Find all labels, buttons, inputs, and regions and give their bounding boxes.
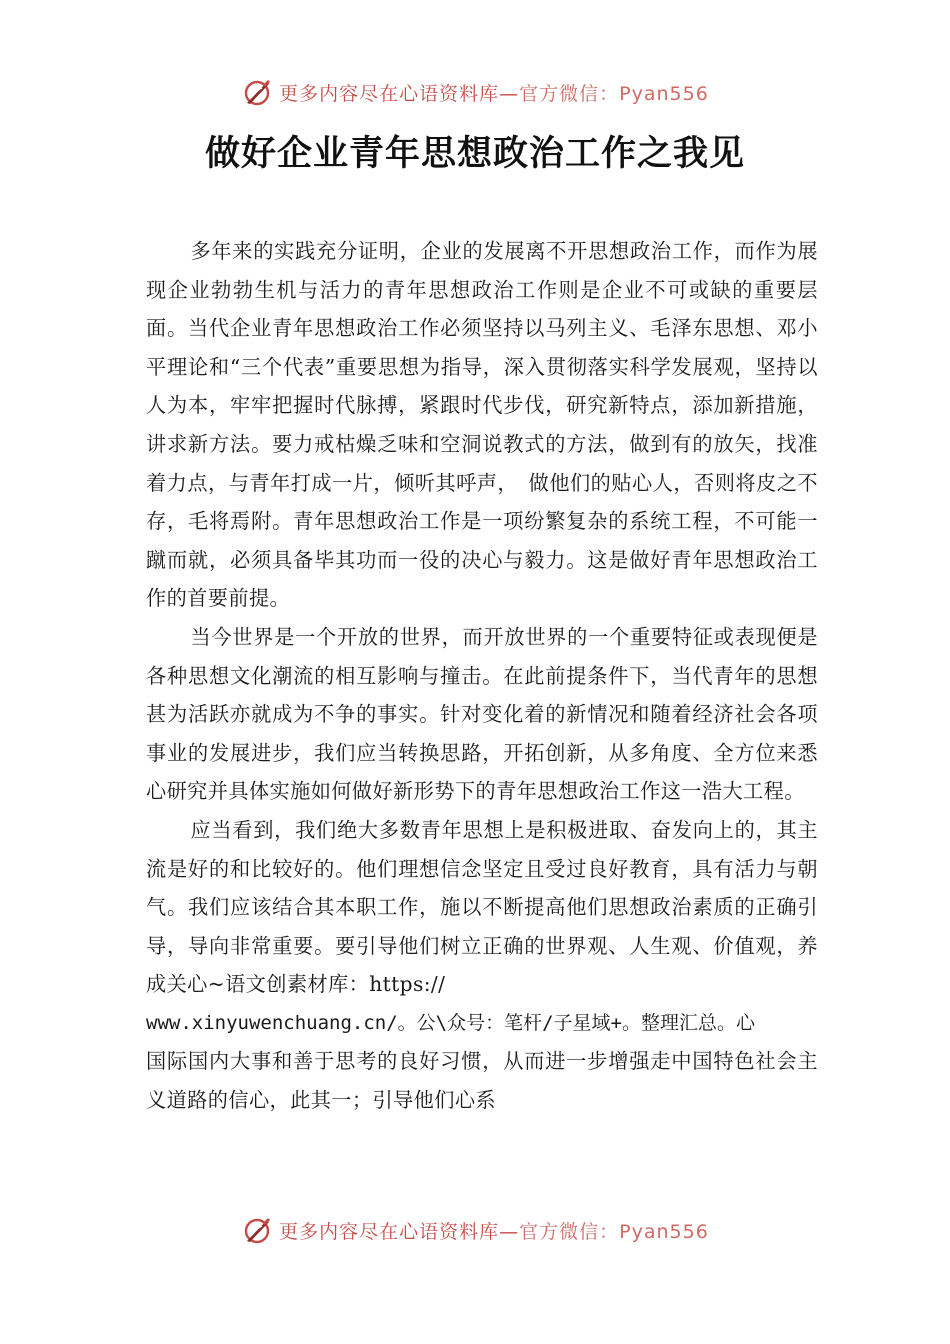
footer-brand-wechat: 官方微信：Pyan556 xyxy=(519,1220,709,1243)
header-brand-separator: — xyxy=(499,82,520,105)
paragraph-3: 应当看到，我们绝大多数青年思想上是积极进取、奋发向上的，其主流是好的和比较好的。他们理想信念坚定且受过良好教育，具有活力与朝气。我们应该结合其本职工作，施以不断提高他们思想政治素质的正确引导，导向非常重要。要引导他们树立正确的世界观、人生观、价值观，养成关心~语文创素材库：https:// xyxy=(146,817,818,997)
paragraph-3-tail: 国际国内大事和善于思考的良好习惯，从而进一步增强走中国特色社会主义道路的信心，此其一；引导他们心系 xyxy=(146,1049,818,1113)
footer-brand-bar xyxy=(0,1208,950,1252)
quill-pen-logo-icon xyxy=(241,76,273,108)
document-title: 做好企业青年思想政治工作之我见 xyxy=(204,134,745,174)
footer-brand-separator: — xyxy=(499,1220,520,1243)
header-brand-bar xyxy=(0,70,950,114)
promo-url-line: www.xinyuwenchuang.cn/。公\众号：笔杆/子星域+。整理汇总。心 xyxy=(146,1011,755,1034)
header-brand-main: 更多内容尽在心语资料库 xyxy=(279,82,500,105)
document-body xyxy=(146,232,818,1120)
header-brand-text xyxy=(279,79,709,106)
footer-brand-text xyxy=(279,1217,709,1244)
paragraph-2: 当今世界是一个开放的世界，而开放世界的一个重要特征或表现便是各种思想文化潮流的相互影响与撞击。在此前提条件下，当代青年的思想甚为活跃亦就成为不争的事实。针对变化着的新情况和随着经济社会各项事业的发展进步，我们应当转换思路，开拓创新，从多角度、全方位来悉心研究并具体实施如何做好新形势下的青年思想政治工作这一浩大工程。 xyxy=(146,624,818,804)
header-brand-wechat: 官方微信：Pyan556 xyxy=(519,82,709,105)
quill-pen-logo-icon xyxy=(241,1214,273,1246)
footer-brand-main: 更多内容尽在心语资料库 xyxy=(279,1220,500,1243)
paragraph-1: 多年来的实践充分证明，企业的发展离不开思想政治工作，而作为展现企业勃勃生机与活力的青年思想政治工作则是企业不可或缺的重要层面。当代企业青年思想政治工作必须坚持以马列主义、毛泽东思想、邓小平理论和“三个代表”重要思想为指导，深入贯彻落实科学发展观，坚持以人为本，牢牢把握时代脉搏，紧跟时代步伐，研究新特点，添加新措施，讲求新方法。要力戒枯燥乏味和空洞说教式的方法，做到有的放矢，找准着力点，与青年打成一片，倾听其呼声， 做他们的贴心人，否则将皮之不存，毛将焉附。青年思想政治工作是一项纷繁复杂的系统工程，不可能一蹴而就，必须具备毕其功而一役的决心与毅力。这是做好青年思想政治工作的首要前提。 xyxy=(146,239,818,611)
